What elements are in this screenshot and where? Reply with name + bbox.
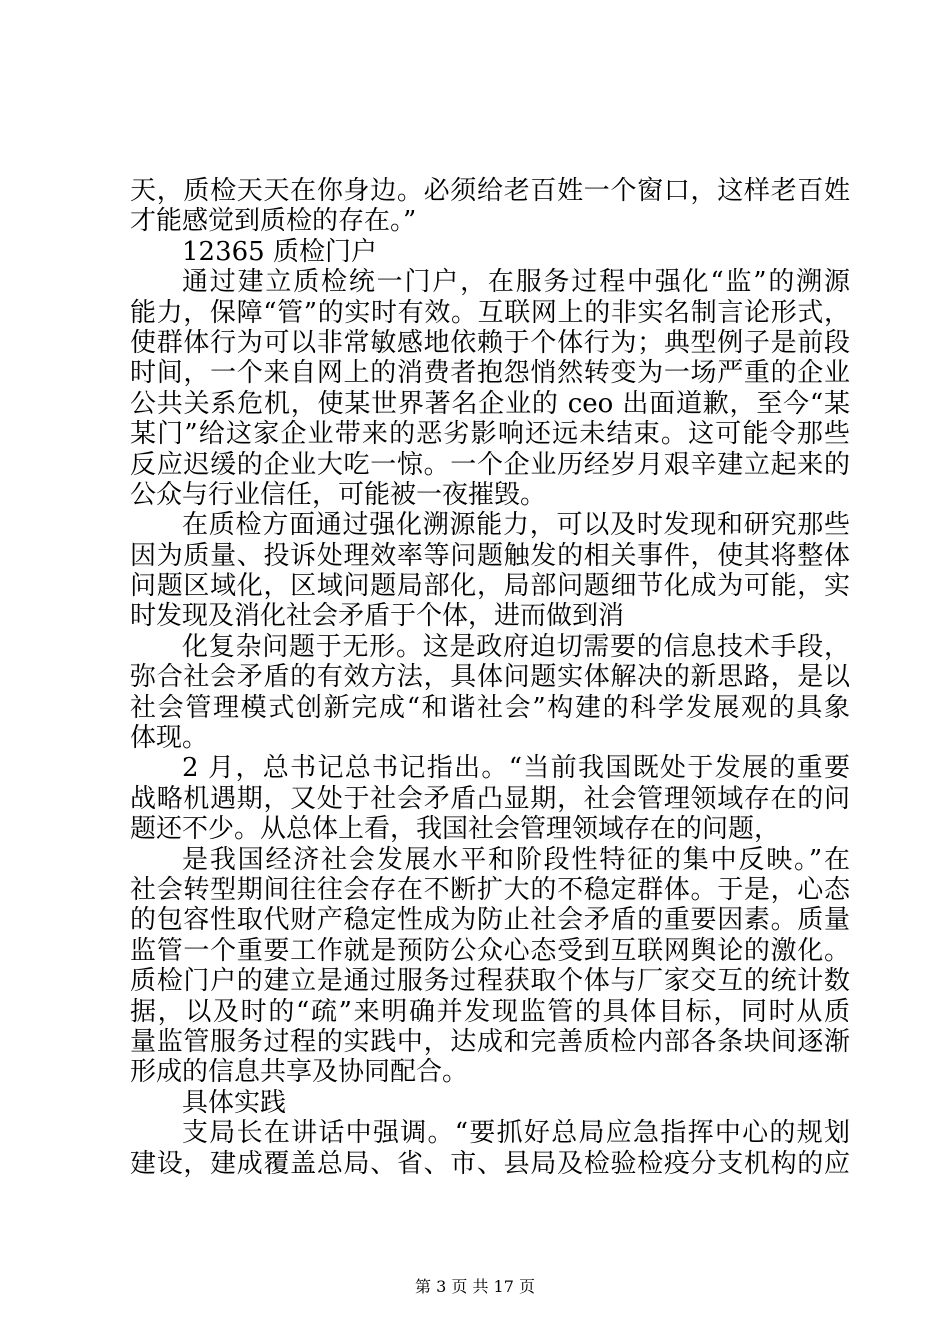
text-line: 建设，建成覆盖总局、省、市、县局及检验检疫分支机构的应 (130, 1148, 850, 1179)
text-line: 量监管服务过程的实践中，达成和完善质检内部各条块间逐渐 (130, 1026, 850, 1057)
text-line: 支局长在讲话中强调。“要抓好总局应急指挥中心的规划 (182, 1118, 850, 1149)
text-line: 形成的信息共享及协同配合。 (130, 1057, 469, 1088)
text-line: 在质检方面通过强化溯源能力，可以及时发现和研究那些 (182, 510, 850, 541)
text-line: 体现。 (130, 723, 209, 754)
text-line: 问题区域化，区域问题局部化，局部问题细节化成为可能，实 (130, 571, 850, 602)
text-line: 公众与行业信任，可能被一夜摧毁。 (130, 479, 547, 510)
text-line: 通过建立质检统一门户，在服务过程中强化“监”的溯源 (182, 267, 850, 298)
text-line: 具体实践 (182, 1087, 287, 1118)
text-line: 反应迟缓的企业大吃一惊。一个企业历经岁月艰辛建立起来的 (130, 449, 850, 480)
text-line: 时间，一个来自网上的消费者抱怨悄然转变为一场严重的企业 (130, 358, 850, 389)
text-line: 监管一个重要工作就是预防公众心态受到互联网舆论的激化。 (130, 935, 850, 966)
text-line: 是我国经济社会发展水平和阶段性特征的集中反映。”在 (182, 844, 850, 875)
text-line: 据，以及时的“疏”来明确并发现监管的具体目标，同时从质 (130, 996, 850, 1027)
text-line: 题还不少。从总体上看，我国社会管理领域存在的问题， (130, 814, 781, 845)
text-line: 社会转型期间往往会存在不断扩大的不稳定群体。于是，心态 (130, 874, 850, 905)
text-line: 12365 质检门户 (182, 236, 377, 267)
text-line: 时发现及消化社会矛盾于个体，进而做到消 (130, 601, 625, 632)
text-line: 2 月，总书记总书记指出。“当前我国既处于发展的重要 (182, 753, 850, 784)
text-line: 能力，保障“管”的实时有效。互联网上的非实名制言论形式， (130, 297, 850, 328)
text-line: 战略机遇期，又处于社会矛盾凸显期，社会管理领域存在的问 (130, 783, 850, 814)
page-footer: 第 3 页 共 17 页 (415, 1277, 535, 1296)
text-line: 弥合社会矛盾的有效方法，具体问题实体解决的新思路，是以 (130, 662, 850, 693)
text-line: 使群体行为可以非常敏感地依赖于个体行为；典型例子是前段 (130, 327, 850, 358)
text-line: 天，质检天天在你身边。必须给老百姓一个窗口，这样老百姓 (130, 176, 850, 206)
text-line: 因为质量、投诉处理效率等问题触发的相关事件，使其将整体 (130, 540, 850, 571)
text-line: 质检门户的建立是通过服务过程获取个体与厂家交互的统计数 (130, 966, 850, 997)
text-line: 才能感觉到质检的存在。” (130, 206, 417, 237)
text-line: 某门”给这家企业带来的恶劣影响还远未结束。这可能令那些 (130, 419, 850, 450)
text-line: 公共关系危机，使某世界著名企业的 ceo 出面道歉，至今“某 (130, 388, 850, 419)
text-line: 化复杂问题于无形。这是政府迫切需要的信息技术手段， (182, 631, 850, 662)
document-body (130, 176, 850, 1179)
text-line: 的包容性取代财产稳定性成为防止社会矛盾的重要因素。质量 (130, 905, 850, 936)
text-line: 社会管理模式创新完成“和谐社会”构建的科学发展观的具象 (130, 692, 850, 723)
